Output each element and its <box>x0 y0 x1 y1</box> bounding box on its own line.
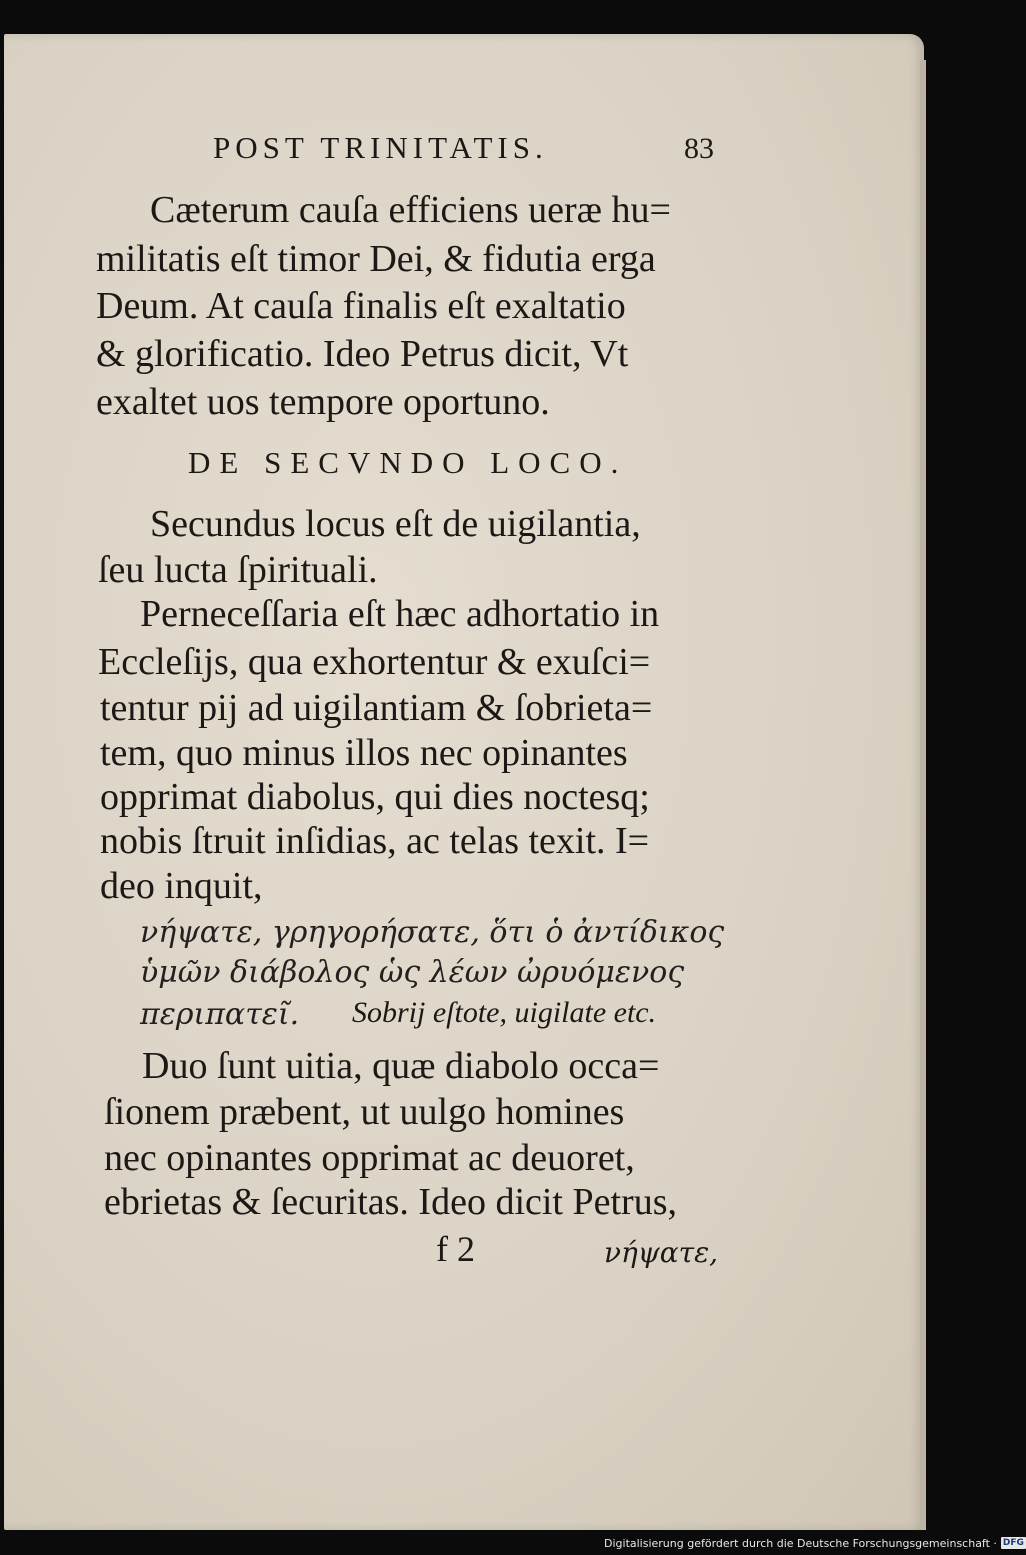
text-line: Perneceſſaria eſt hæc adhortatio in <box>140 593 660 635</box>
text-line: Cæterum cauſa efficiens ueræ hu= <box>150 189 671 231</box>
text-line: opprimat diabolus, qui dies noctesq; <box>100 776 650 818</box>
text-line: ebrietas & ſecuritas. Ideo dicit Petrus, <box>104 1181 677 1223</box>
text-line: nec opinantes opprimat ac deuoret, <box>104 1137 635 1179</box>
text-line: Secundus locus eſt de uigilantia, <box>150 503 641 545</box>
text-line: militatis eſt timor Dei, & fidutia erga <box>96 238 656 280</box>
text-line: & glorificatio. Ideo Petrus dicit, Vt <box>96 333 629 375</box>
credit-text: Digitalisierung gefördert durch die Deutsche Forschungsgemeinschaft · <box>604 1536 997 1550</box>
text-line: nobis ſtruit inſidias, ac telas texit. I= <box>100 820 650 862</box>
text-line: exaltet uos tempore oportuno. <box>96 381 550 423</box>
dfg-logo: DFG <box>1002 1538 1024 1548</box>
catchword: νήψατε, <box>604 1236 719 1269</box>
text-line: tem, quo minus illos nec opinantes <box>100 732 628 774</box>
folio-number: 83 <box>684 132 714 165</box>
greek-quote-line: περιπατεῖ. <box>140 997 300 1032</box>
section-heading: DE SECVNDO LOCO. <box>188 445 628 480</box>
text-line: ſeu lucta ſpirituali. <box>98 549 378 591</box>
text-line: Deum. At cauſa finalis eſt exaltatio <box>96 285 626 327</box>
text-line: tentur pij ad uigilantiam & ſobrieta= <box>100 687 653 729</box>
page-edge <box>920 60 926 1530</box>
text-line: ſionem præbent, ut uulgo homines <box>104 1091 625 1133</box>
latin-translation: Sobrij eſtote, uigilate etc. <box>352 996 657 1029</box>
greek-quote-line: νήψατε, γρηγορήσατε, ὅτι ὁ ἀντίδικος <box>140 915 725 950</box>
text-line: deo inquit, <box>100 865 263 907</box>
signature-mark: f 2 <box>436 1229 475 1269</box>
greek-quote-line: ὑμῶν διάβολος ὡς λέων ὠρυόμενος <box>140 955 685 990</box>
running-head: POST TRINITATIS. <box>213 130 548 165</box>
text-line: Duo ſunt uitia, quæ diabolo occa= <box>142 1045 660 1087</box>
digitization-credit <box>604 1534 1024 1552</box>
text-line: Eccleſijs, qua exhortentur & exuſci= <box>98 641 651 683</box>
